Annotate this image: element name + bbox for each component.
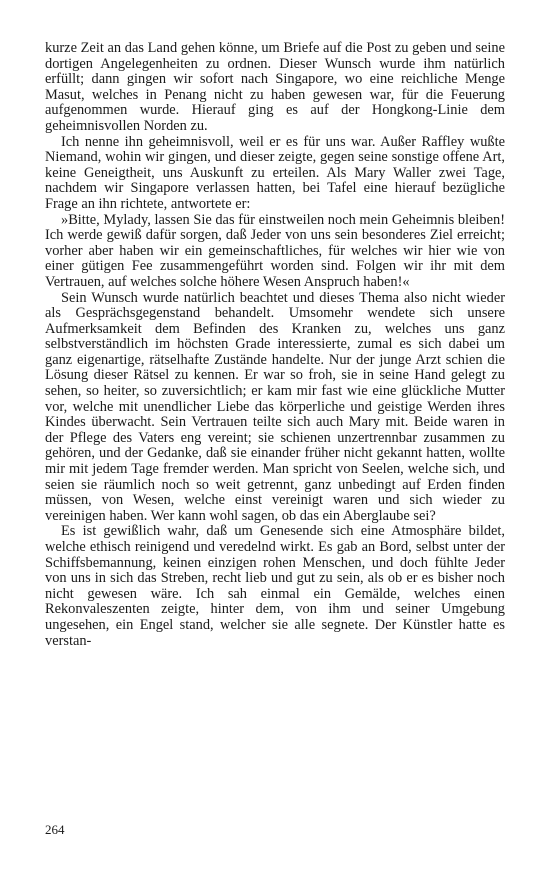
paragraph-continuation: kurze Zeit an das Land gehen könne, um Briefe auf die Post zu geben und seine dortigen Angelegenheiten zu ordnen. Dieser Wunsch wurde ihm natürlich erfüllt; dann gingen wir sofort nach Singapore, wo eine reichliche Menge Masut, welches in Penang nicht zu haben gewesen war, für die Feuerung aufgenommen wurde. Hierauf ging es auf der Hongkong-Linie dem geheimnisvollen Norden zu. [45, 40, 505, 134]
book-page-text [45, 41, 505, 649]
page-number: 264 [45, 822, 65, 837]
paragraph-genesende: Es ist gewißlich wahr, daß um Genesende sich eine Atmosphäre bildet, welche ethisch reinigend und veredelnd wirkt. Es gab an Bord, selbst unter der Schiffsbemannung, keinen einzigen rohen Menschen, und doch fühlte Jeder von uns in sich das Streben, recht lieb und gut zu sein, als ob er es bisher noch nicht gewesen wäre. Ich sah einmal ein Gemälde, welches einen Rekonvaleszenten zeigte, hinter dem, von ihm und seiner Umgebung ungesehen, ein Engel stand, welcher sie alle segnete. Der Künstler hatte es verstan- [45, 523, 505, 649]
paragraph-geheimnisvoll: Ich nenne ihn geheimnisvoll, weil er es für uns war. Außer Raffley wußte Niemand, wohin wir gingen, und dieser zeigte, gegen seine sonstige offene Art, keine Geneigtheit, uns Auskunft zu erteilen. Als Mary Waller zwei Tage, nachdem wir Singapore verlassen hatten, bei Tafel eine hierauf bezügliche Frage an ihn richtete, antwortete er: [45, 133, 505, 212]
paragraph-wunsch-beachtet: Sein Wunsch wurde natürlich beachtet und dieses Thema also nicht wieder als Gesprächsgegenstand behandelt. Umsomehr wendete sich unsere Aufmerksamkeit dem Befinden des Kranken zu, welches uns ganz selbstverständlich im höchsten Grade interessierte, zumal es sich dabei um ganz eigenartige, rätselhafte Zustände handelte. Nur der junge Arzt schien die Lösung dieser Rätsel zu kennen. Er war so froh, sie in seine Hand gelegt zu sehen, so heiter, so zuversichtlich; er kam mir fast wie eine glückliche Mutter vor, welche mit unendlicher Liebe das körperliche und geistige Werden ihres Kindes überwacht. Sein Vertrauen teilte sich auch Mary mit. Beide waren in der Pflege des Vaters eng vereint; sie schienen unzertrennbar zusammen zu gehören, und der Gedanke, daß sie einander früher nicht gekannt hatten, wollte mir mit jedem Tage fremder werden. Man spricht von Seelen, welche sich, und seien sie räumlich noch so weit getrennt, ganz unbedingt auf Erden finden müssen, von Wesen, welche einst vereinigt waren und sich wieder zu vereinigen haben. Wer kann wohl sagen, ob das ein Aberglaube sei? [45, 289, 505, 524]
paragraph-quote-mylady: »Bitte, Mylady, lassen Sie das für einstweilen noch mein Geheimnis bleiben! Ich werde gewiß dafür sorgen, daß Jeder von uns sein besonderes Ziel erreicht; vorher aber haben wir ein gemeinschaftliches, für welches wir hier wie von einer gütigen Fee zusammengeführt worden sind. Folgen wir ihr mit dem Vertrauen, auf welches solche höhere Wesen Anspruch haben!« [45, 211, 505, 290]
